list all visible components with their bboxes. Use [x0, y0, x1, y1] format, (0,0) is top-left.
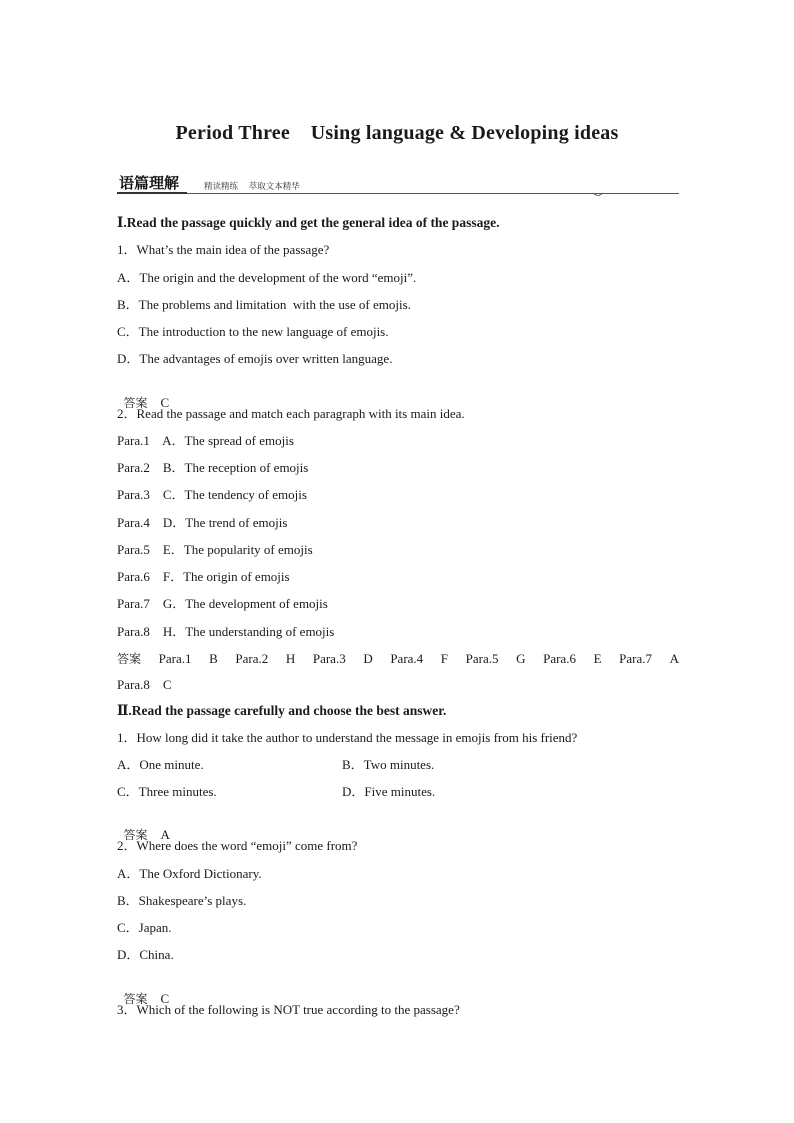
answer-item: H	[285, 651, 296, 666]
page-title: Period Three Using language & Developing ideas	[175, 122, 619, 144]
answer-continuation: Para.8 C	[117, 677, 172, 692]
option-c: C．Three minutes.	[117, 784, 217, 799]
question-stem: 1．What’s the main idea of the passage?	[117, 242, 330, 257]
answer-item: Para.3	[312, 651, 346, 666]
option-d: D．China.	[117, 947, 174, 962]
match-pair: Para.2 B．The reception of emojis	[117, 460, 309, 475]
answer-value: C	[160, 991, 170, 1006]
banner-subtitle: 精读精练 萃取文本精华	[204, 182, 300, 192]
answer-row	[117, 651, 679, 667]
option-a: A．One minute.	[117, 757, 204, 772]
answer-item: B	[209, 651, 218, 666]
answer-item: Para.6	[543, 651, 576, 666]
answer-value: C	[160, 395, 170, 410]
match-pair: Para.4 D．The trend of emojis	[117, 515, 288, 530]
match-pair: Para.3 C．The tendency of emojis	[117, 487, 307, 502]
answer-item: Para.4	[390, 651, 424, 666]
option-b: B．Shakespeare’s plays.	[117, 893, 247, 908]
answer-label: 答案	[123, 992, 148, 1006]
question-stem: 2．Read the passage and match each paragraph with its main idea.	[117, 406, 465, 421]
question-stem: 1．How long did it take the author to understand the message in emojis from his friend?	[117, 730, 578, 745]
answer-item: G	[516, 651, 526, 666]
match-pair: Para.6 F．The origin of emojis	[117, 569, 290, 584]
banner-underline-thick	[117, 192, 187, 194]
answer-item: Para.7	[619, 651, 652, 666]
answer-label: 答案	[117, 652, 142, 666]
option-c: C．The introduction to the new language of emojis.	[117, 324, 389, 339]
section-banner	[117, 170, 679, 196]
answer-value: A	[160, 827, 170, 842]
section1-heading: Ⅰ.Read the passage quickly and get the general idea of the passage.	[117, 215, 500, 230]
answer-item: F	[440, 651, 449, 666]
answer-item: D	[363, 651, 373, 666]
option-c: C．Japan.	[117, 920, 172, 935]
section2-heading: Ⅱ.Read the passage carefully and choose the best answer.	[117, 703, 447, 718]
answer-item: Para.5	[465, 651, 499, 666]
question-stem: 3．Which of the following is NOT true according to the passage?	[117, 1002, 460, 1017]
option-b: B．Two minutes.	[342, 757, 435, 772]
answer-label: 答案	[123, 828, 148, 842]
answer-item: Para.1	[158, 651, 192, 666]
answer-item: E	[593, 651, 602, 666]
option-d: D．The advantages of emojis over written language.	[117, 351, 393, 366]
option-b: B．The problems and limitation with the use of emojis.	[117, 297, 411, 312]
banner-divider	[187, 193, 679, 194]
match-pair: Para.7 G．The development of emojis	[117, 596, 328, 611]
answer-item: A	[669, 651, 679, 666]
match-pair: Para.1 A．The spread of emojis	[117, 433, 294, 448]
answer-item: Para.2	[235, 651, 269, 666]
banner-notch-icon	[593, 190, 603, 196]
banner-title: 语篇理解	[119, 174, 180, 192]
question-stem: 2．Where does the word “emoji” come from?	[117, 838, 358, 853]
answer-label: 答案	[123, 396, 148, 410]
option-a: A．The origin and the development of the word “emoji”.	[117, 270, 417, 285]
option-d: D．Five minutes.	[342, 784, 436, 799]
match-pair: Para.5 E．The popularity of emojis	[117, 542, 313, 557]
match-pair: Para.8 H．The understanding of emojis	[117, 624, 335, 639]
option-a: A．The Oxford Dictionary.	[117, 866, 262, 881]
